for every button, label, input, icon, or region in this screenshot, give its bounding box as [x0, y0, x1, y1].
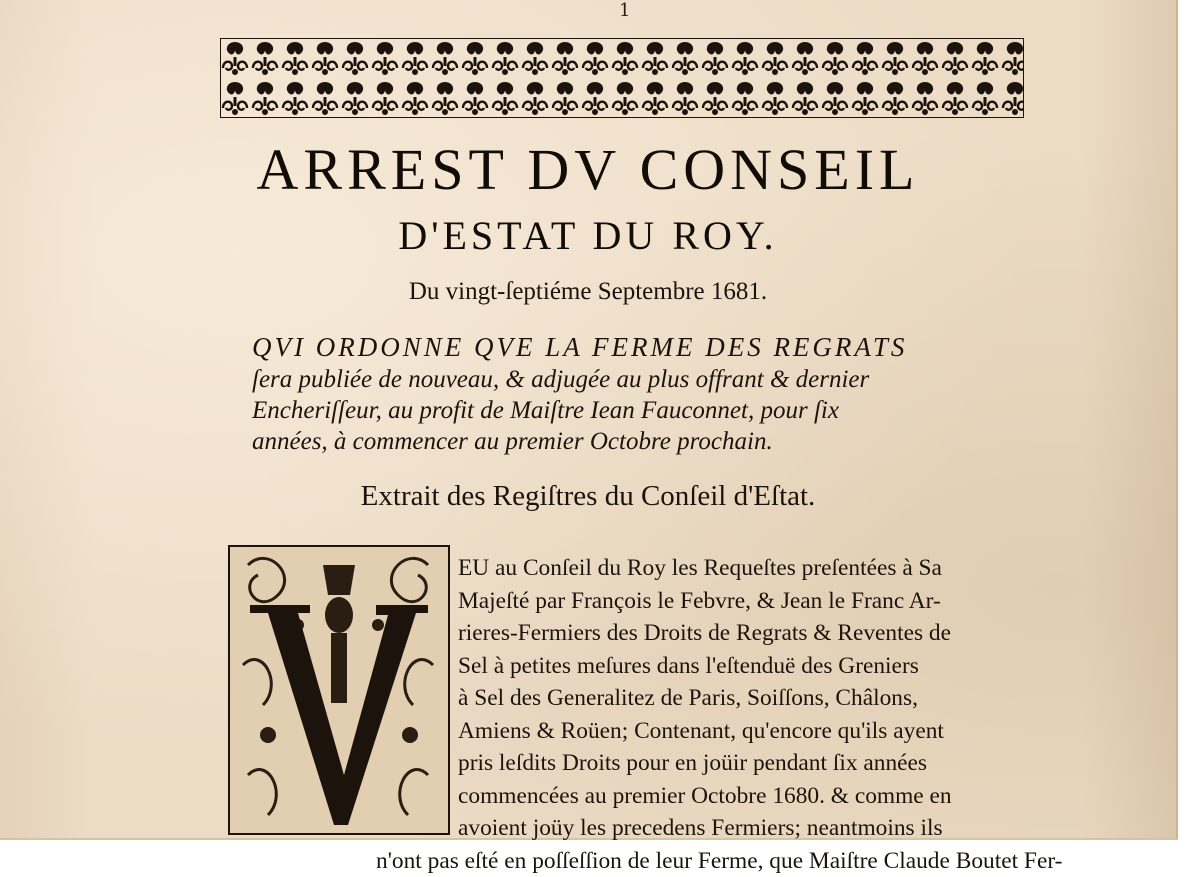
- body-line: EU au Conſeil du Roy les Requeſtes preſentées à Sa: [458, 552, 1038, 585]
- document-title: ARREST DV CONSEIL: [0, 136, 1176, 203]
- body-line: commencées au premier Octobre 1680. & comme en: [458, 780, 1038, 813]
- body-line: avoient joüy les precedens Fermiers; neantmoins ils: [458, 812, 1038, 845]
- date-line: Du vingt-ſeptiéme Septembre 1681.: [0, 278, 1176, 306]
- body-line: à Sel des Generalitez de Paris, Soiſſons, Châlons,: [458, 682, 1038, 715]
- body-line: rieres-Fermiers des Droits de Regrats & Reventes de: [458, 617, 1038, 650]
- body-line: Majeſté par François le Febvre, & Jean le Franc Ar-: [458, 585, 1038, 618]
- decorated-initial-v: [228, 545, 450, 835]
- document-subtitle: D'ESTAT DU ROY.: [0, 212, 1176, 259]
- body-line: n'ont pas eſté en poſſeſſion de leur Ferme, que Maiſtre Claude Boutet Fer-: [376, 845, 956, 877]
- page-number: 1: [619, 0, 630, 21]
- ordonne-line: Encheriſſeur, au profit de Maiſtre Iean Fauconnet, pour ſix: [252, 395, 1032, 426]
- ordonne-line: ſera publiée de nouveau, & adjugée au plus offrant & dernier: [252, 364, 1032, 395]
- body-line: Amiens & Roüen; Contenant, qu'encore qu'ils ayent: [458, 715, 1038, 748]
- ordonne-paragraph: [252, 330, 1032, 457]
- ordonne-line: QVI ORDONNE QVE LA FERME DES REGRATS: [252, 330, 1032, 364]
- extrait-heading: Extrait des Regiſtres du Conſeil d'Eſtat.: [0, 480, 1176, 513]
- body-line: Sel à petites meſures dans l'eſtenduë des Greniers: [458, 650, 1038, 683]
- body-line: pris leſdits Droits pour en joüir pendant ſix années: [458, 747, 1038, 780]
- body-paragraph: [458, 552, 1038, 877]
- ordonne-line: années, à commencer au premier Octobre prochain.: [252, 426, 1032, 457]
- ornamental-band: [220, 38, 1024, 118]
